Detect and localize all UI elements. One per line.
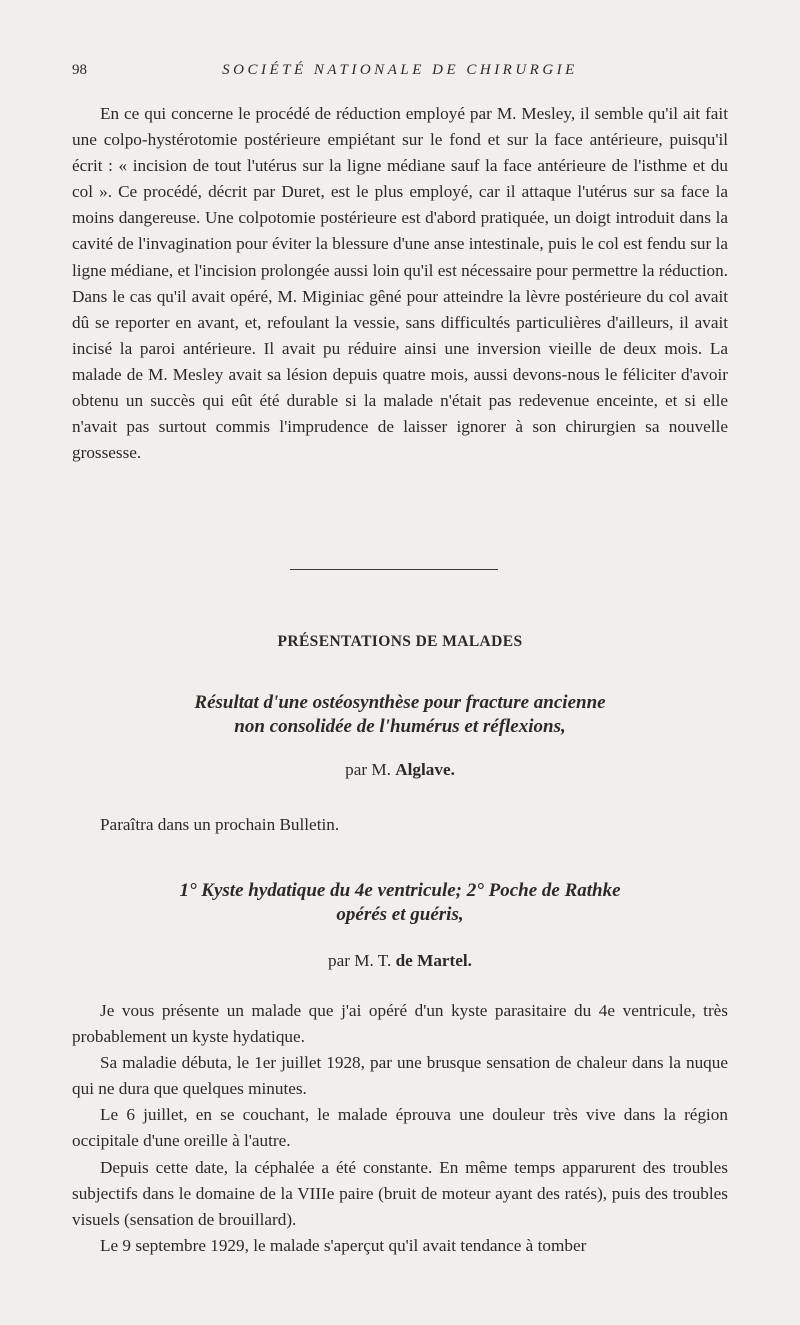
section-divider <box>290 569 498 570</box>
presentation-2-author <box>0 951 800 971</box>
presentation-1-title <box>72 691 728 739</box>
presentation-2-author-name: de Martel. <box>395 951 472 970</box>
presentation-2-title <box>72 879 728 927</box>
presentation-1-note: Paraîtra dans un prochain Bulletin. <box>100 815 340 834</box>
presentation-2-title-line-1: 1° Kyste hydatique du 4e ventricule; 2° Poche de Rathke <box>179 880 621 901</box>
page-number: 98 <box>72 62 87 78</box>
body-paragraph: Le 9 septembre 1929, le malade s'aperçut qu'il avait tendance à tomber <box>100 1235 587 1255</box>
section-heading: PRÉSENTATIONS DE MALADES <box>277 633 523 650</box>
presentation-1-author-name: Alglave. <box>395 760 455 779</box>
presentation-1-title-line-1: Résultat d'une ostéosynthèse pour fracture ancienne <box>194 692 606 713</box>
presentation-2-body <box>72 998 728 1259</box>
presentation-2-author-prefix: par M. T. <box>328 951 392 970</box>
presentation-1-author <box>0 760 800 780</box>
body-paragraph: Je vous présente un malade que j'ai opéré d'un kyste parasitaire du 4e ventricule, très probablement un kyste hydatique. <box>72 1001 728 1047</box>
body-paragraph: Sa maladie débuta, le 1er juillet 1928, par une brusque sensation de chaleur dans la nuque qui ne dura que quelques minutes. <box>72 1053 728 1099</box>
presentation-2-title-line-2: opérés et guéris, <box>336 904 464 925</box>
running-head <box>72 62 728 84</box>
body-paragraph: Le 6 juillet, en se couchant, le malade éprouva une douleur très vive dans la région occipitale d'une oreille à l'autre. <box>72 1105 728 1151</box>
opening-paragraph: En ce qui concerne le procédé de réduction employé par M. Mesley, il semble qu'il ait fait une colpo-hystérotomie postérieure empiétant sur le fond et sur la face antérieure, puisqu'il écrit : « incision de tout l'utérus sur la ligne médiane sauf la face antérieure de l'isthme et du col ». Ce procédé, décrit par Duret, est le plus employé, car il attaque l'utérus sur sa face la moins dangereuse. Une colpotomie postérieure est d'abord pratiquée, un doigt introduit dans la cavité de l'invagination pour éviter la blessure d'une anse intestinale, puis le col est fendu sur la ligne médiane, et l'incision prolongée aussi loin qu'il est nécessaire pour permettre la réduction. Dans le cas qu'il avait opéré, M. Miginiac gêné pour atteindre la lèvre postérieure du col avait dû se reporter en avant, et, refoulant la vessie, sans difficultés particulières d'ailleurs, il avait incisé la paroi antérieure. Il avait pu réduire ainsi une inversion vieille de deux mois. La malade de M. Mesley avait sa lésion depuis quatre mois, aussi devons-nous le féliciter d'avoir obtenu un succès qui eût été durable si la malade n'était pas redevenue enceinte, et si elle n'avait pas surtout commis l'imprudence de laisser ignorer à son chirurgien sa nouvelle grossesse. <box>72 104 728 463</box>
body-paragraph: Depuis cette date, la céphalée a été constante. En même temps apparurent des troubles subjectifs dans le domaine de la VIIIe paire (bruit de moteur ayant des ratés), puis des troubles visuels (sensation de brouillard). <box>72 1157 728 1229</box>
journal-title: SOCIÉTÉ NATIONALE DE CHIRURGIE <box>222 62 578 78</box>
presentation-1-title-line-2: non consolidée de l'humérus et réflexions, <box>234 716 566 737</box>
presentation-1-author-prefix: par M. <box>345 760 391 779</box>
